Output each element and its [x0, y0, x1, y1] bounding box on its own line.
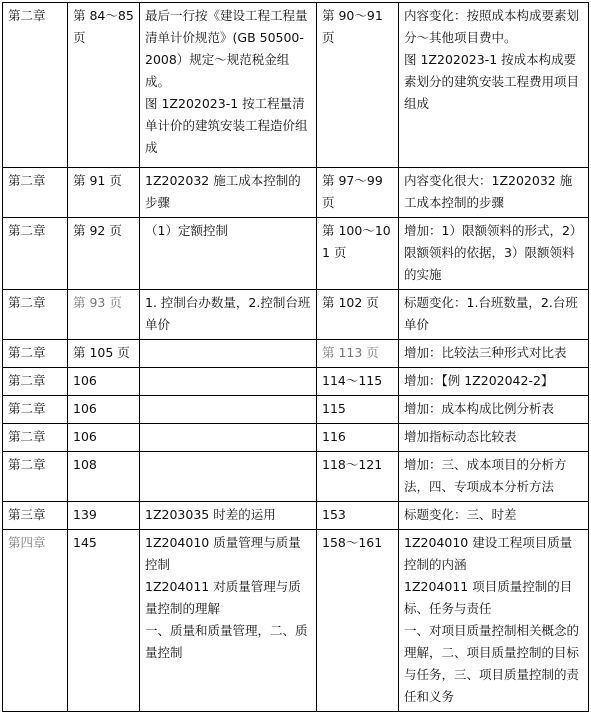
- table-row: [3, 502, 589, 530]
- change-cell: 增加指标动态比较表: [399, 424, 589, 452]
- old-content-cell: [140, 340, 317, 368]
- chapter-cell: 第二章: [3, 396, 68, 424]
- old-page-cell: 139: [68, 502, 140, 530]
- old-content-cell: [140, 452, 317, 502]
- new-page-cell: 第 100～101 页: [317, 218, 399, 290]
- table-row: [3, 368, 589, 396]
- new-page-cell: 115: [317, 396, 399, 424]
- chapter-cell: 第二章: [3, 290, 68, 340]
- change-cell: 增加：三、成本项目的分析方法，四、专项成本分析方法: [399, 452, 589, 502]
- old-content-cell: [140, 424, 317, 452]
- table-row: [3, 290, 589, 340]
- chapter-cell: 第二章: [3, 424, 68, 452]
- old-page-cell: 106: [68, 368, 140, 396]
- table-row: [3, 424, 589, 452]
- change-cell: 1Z204010 建设工程项目质量控制的内涵 1Z204011 项目质量控制的目标、任务与责任 一、对项目质量控制相关概念的理解，二、项目质量控制的目标与任务，三、项目质量控制的责任和义务: [399, 530, 589, 712]
- chapter-cell: 第二章: [3, 368, 68, 396]
- old-content-cell: 1Z203035 时差的运用: [140, 502, 317, 530]
- new-page-cell: 118～121: [317, 452, 399, 502]
- old-content-cell: 1. 控制台办数量，2.控制台班单价: [140, 290, 317, 340]
- chapter-cell: 第二章: [3, 452, 68, 502]
- old-page-cell: 108: [68, 452, 140, 502]
- old-page-cell: 第 84～85 页: [68, 3, 140, 168]
- old-content-cell: [140, 396, 317, 424]
- table-row: [3, 452, 589, 502]
- change-cell: 标题变化：三、时差: [399, 502, 589, 530]
- old-content-cell: [140, 368, 317, 396]
- old-page-cell: 第 93 页: [68, 290, 140, 340]
- comparison-table: [2, 2, 589, 712]
- chapter-cell: 第四章: [3, 530, 68, 712]
- old-content-cell: （1）定额控制: [140, 218, 317, 290]
- table-row: [3, 218, 589, 290]
- new-page-cell: 116: [317, 424, 399, 452]
- table-row: [3, 530, 589, 712]
- chapter-cell: 第三章: [3, 502, 68, 530]
- old-content-cell: 最后一行按《建设工程工程量清单计价规范》(GB 50500-2008）规定～规范税金组成。 图 1Z202023-1 按工程量清单计价的建筑安装工程造价组成: [140, 3, 317, 168]
- old-page-cell: 106: [68, 424, 140, 452]
- change-cell: 增加：1）限额领料的形式，2）限额领料的依据，3）限额领料的实施: [399, 218, 589, 290]
- table-row: [3, 3, 589, 168]
- change-cell: 标题变化：1.台班数量，2.台班单价: [399, 290, 589, 340]
- table-row: [3, 168, 589, 218]
- old-page-cell: 106: [68, 396, 140, 424]
- old-content-cell: 1Z202032 施工成本控制的步骤: [140, 168, 317, 218]
- table-row: [3, 340, 589, 368]
- new-page-cell: 153: [317, 502, 399, 530]
- new-page-cell: 第 97～99 页: [317, 168, 399, 218]
- change-cell: 内容变化：按照成本构成要素划分～其他项目费中。 图 1Z202023-1 按成本构成要素划分的建筑安装工程费用项目组成: [399, 3, 589, 168]
- old-page-cell: 第 91 页: [68, 168, 140, 218]
- chapter-cell: 第二章: [3, 3, 68, 168]
- change-cell: 增加：比较法三种形式对比表: [399, 340, 589, 368]
- chapter-cell: 第二章: [3, 168, 68, 218]
- chapter-cell: 第二章: [3, 218, 68, 290]
- old-page-cell: 第 105 页: [68, 340, 140, 368]
- new-page-cell: 114～115: [317, 368, 399, 396]
- table-row: [3, 396, 589, 424]
- new-page-cell: 第 113 页: [317, 340, 399, 368]
- old-content-cell: 1Z204010 质量管理与质量控制 1Z204011 对质量管理与质量控制的理解 一、质量和质量管理，二、质量控制: [140, 530, 317, 712]
- new-page-cell: 第 90～91 页: [317, 3, 399, 168]
- change-cell: 增加：【例 1Z202042-2】: [399, 368, 589, 396]
- old-page-cell: 第 92 页: [68, 218, 140, 290]
- chapter-cell: 第二章: [3, 340, 68, 368]
- new-page-cell: 第 102 页: [317, 290, 399, 340]
- old-page-cell: 145: [68, 530, 140, 712]
- new-page-cell: 158～161: [317, 530, 399, 712]
- change-cell: 增加：成本构成比例分析表: [399, 396, 589, 424]
- change-cell: 内容变化很大：1Z202032 施工成本控制的步骤: [399, 168, 589, 218]
